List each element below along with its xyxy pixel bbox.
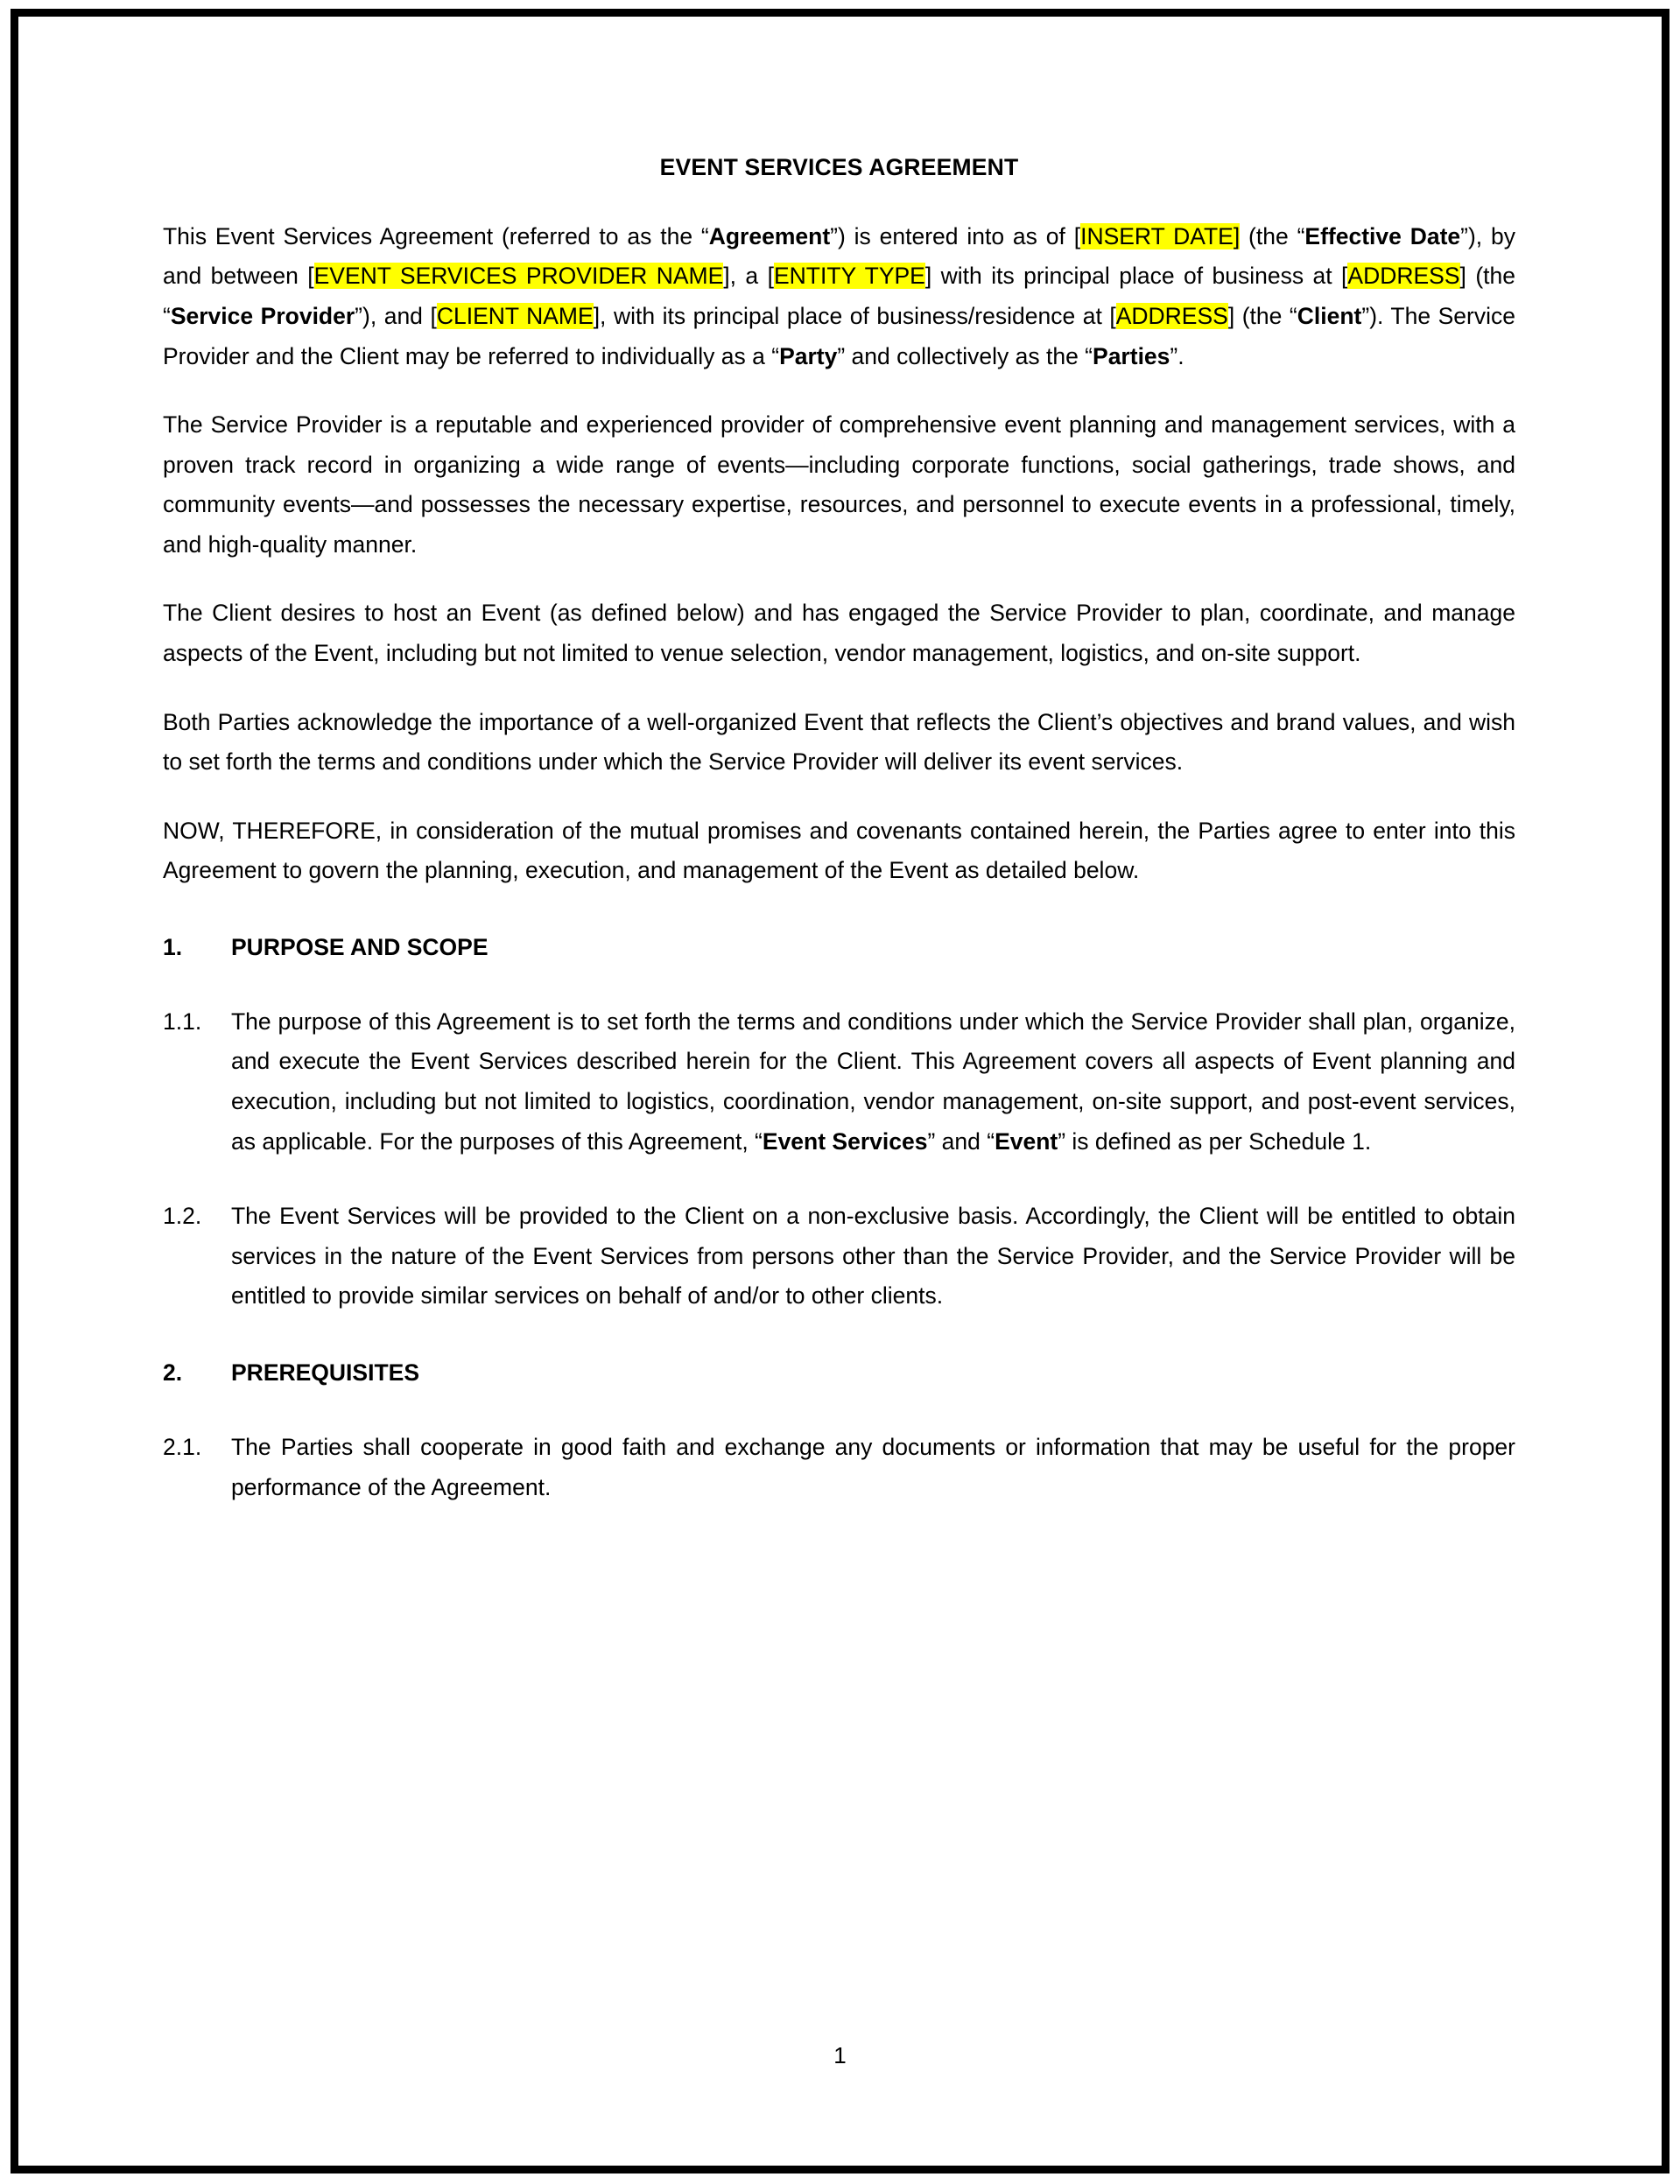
clause-text-2-1: The Parties shall cooperate in good faith and exchange any documents or information that may be useful for the proper performance of the Agreement. (231, 1433, 1515, 1500)
c11-seg1: The purpose of this Agreement is to set forth the terms and conditions under which the Service Provider shall plan, organize, and execute the Event Services described herein for the Client. This Agreement covers all aspects of Event planning and execution, including but not limited to logistics, coordination, vendor management, on-site support, and post-event services, as applicable. For the purposes of this Agreement, “ (231, 1008, 1515, 1155)
p1-seg7: ] (the “ (163, 263, 1515, 329)
p1-seg10: ] (the “ (1227, 302, 1297, 329)
p1-seg8: ”), and [ (355, 302, 437, 329)
placeholder-provider-name: EVENT SERVICES PROVIDER NAME (313, 263, 724, 290)
clause-text-1-1 (231, 1002, 1515, 1162)
p1-seg11: ”). The Service Provider and the Client may be referred to individually as a “ (163, 302, 1515, 369)
clause-1-1 (163, 1002, 1515, 1162)
section-title-2: PREREQUISITES (231, 1359, 419, 1386)
page-number-footer: 1 (833, 2042, 847, 2068)
document-title: EVENT SERVICES AGREEMENT (659, 154, 1019, 180)
section-heading-1 (163, 934, 1515, 961)
c11-bold-event: Event (995, 1127, 1058, 1155)
p1-bold-parties: Parties (1093, 342, 1170, 369)
clause-text-1-2: The Event Services will be provided to the Client on a non-exclusive basis. Accordingly, the Client will be entitled to obtain services in the nature of the Event Services from persons other than the Service Provider, and the Service Provider will be entitled to provide similar services on behalf of and/or to other clients. (231, 1203, 1515, 1310)
p1-bold-party: Party (779, 342, 838, 369)
document-content (163, 154, 1515, 1542)
c11-seg2: ” and “ (927, 1127, 995, 1155)
placeholder-address-client: ADDRESS (1115, 302, 1228, 329)
placeholder-address-provider: ADDRESS (1347, 263, 1460, 290)
p1-seg3: (the “ (1240, 222, 1305, 249)
clause-number-1-2: 1.2. (163, 1203, 202, 1230)
c11-seg3: ” is defined as per Schedule 1. (1058, 1127, 1372, 1155)
p1-seg2: ”) is entered into as of [ (830, 222, 1081, 249)
placeholder-client-name: CLIENT NAME (436, 302, 594, 329)
placeholder-insert-date: INSERT DATE] (1080, 222, 1241, 249)
placeholder-entity-type: ENTITY TYPE (773, 263, 925, 290)
p1-seg4: ”), by and between [ (163, 222, 1515, 290)
p1-seg1: This Event Services Agreement (referred to as the “ (163, 222, 709, 249)
p1-bold-client: Client (1297, 302, 1362, 329)
clause-1-2 (163, 1197, 1515, 1317)
p1-seg13: ”. (1170, 342, 1184, 369)
c11-bold-event-services: Event Services (762, 1127, 928, 1155)
preamble-paragraph-4: Both Parties acknowledge the importance of a well-organized Event that reflects the Client’s objectives and brand values, and wish to set forth the terms and conditions under which the Service Provider will deliver its event services. (163, 708, 1515, 776)
preamble-paragraph-3: The Client desires to host an Event (as defined below) and has engaged the Service Provider to plan, coordinate, and manage aspects of the Event, including but not limited to venue selection, vendor management, logistics, and on-site support. (163, 600, 1515, 666)
preamble-paragraph-5: NOW, THEREFORE, in consideration of the mutual promises and covenants contained herein, the Parties agree to enter into this Agreement to govern the planning, execution, and management of the Event as detailed below. (163, 817, 1515, 884)
section-number-2: 2. (163, 1359, 183, 1386)
preamble-paragraph-1 (163, 217, 1515, 376)
section-number-1: 1. (163, 933, 183, 960)
p1-bold-effective-date: Effective Date (1304, 222, 1461, 249)
p1-bold-service-provider: Service Provider (170, 302, 355, 329)
preamble-paragraph-2: The Service Provider is a reputable and experienced provider of comprehensive event planning and management services, with a proven track record in organizing a wide range of events—including corporate functions, social gatherings, trade shows, and community events—and possesses the necessary expertise, resources, and personnel to execute events in a professional, timely, and high-quality manner. (163, 411, 1515, 558)
p1-seg5: ], a [ (723, 263, 774, 290)
p1-seg12: ” and collectively as the “ (837, 342, 1093, 369)
p1-seg6: ] with its principal place of business at [ (924, 263, 1348, 290)
p1-seg9: ], with its principal place of business/residence at [ (593, 302, 1116, 329)
section-title-1: PURPOSE AND SCOPE (231, 933, 489, 960)
clause-number-1-1: 1.1. (163, 1008, 202, 1035)
clause-number-2-1: 2.1. (163, 1433, 202, 1460)
p1-bold-agreement: Agreement (708, 222, 831, 249)
clause-2-1 (163, 1428, 1515, 1507)
section-heading-2 (163, 1359, 1515, 1387)
